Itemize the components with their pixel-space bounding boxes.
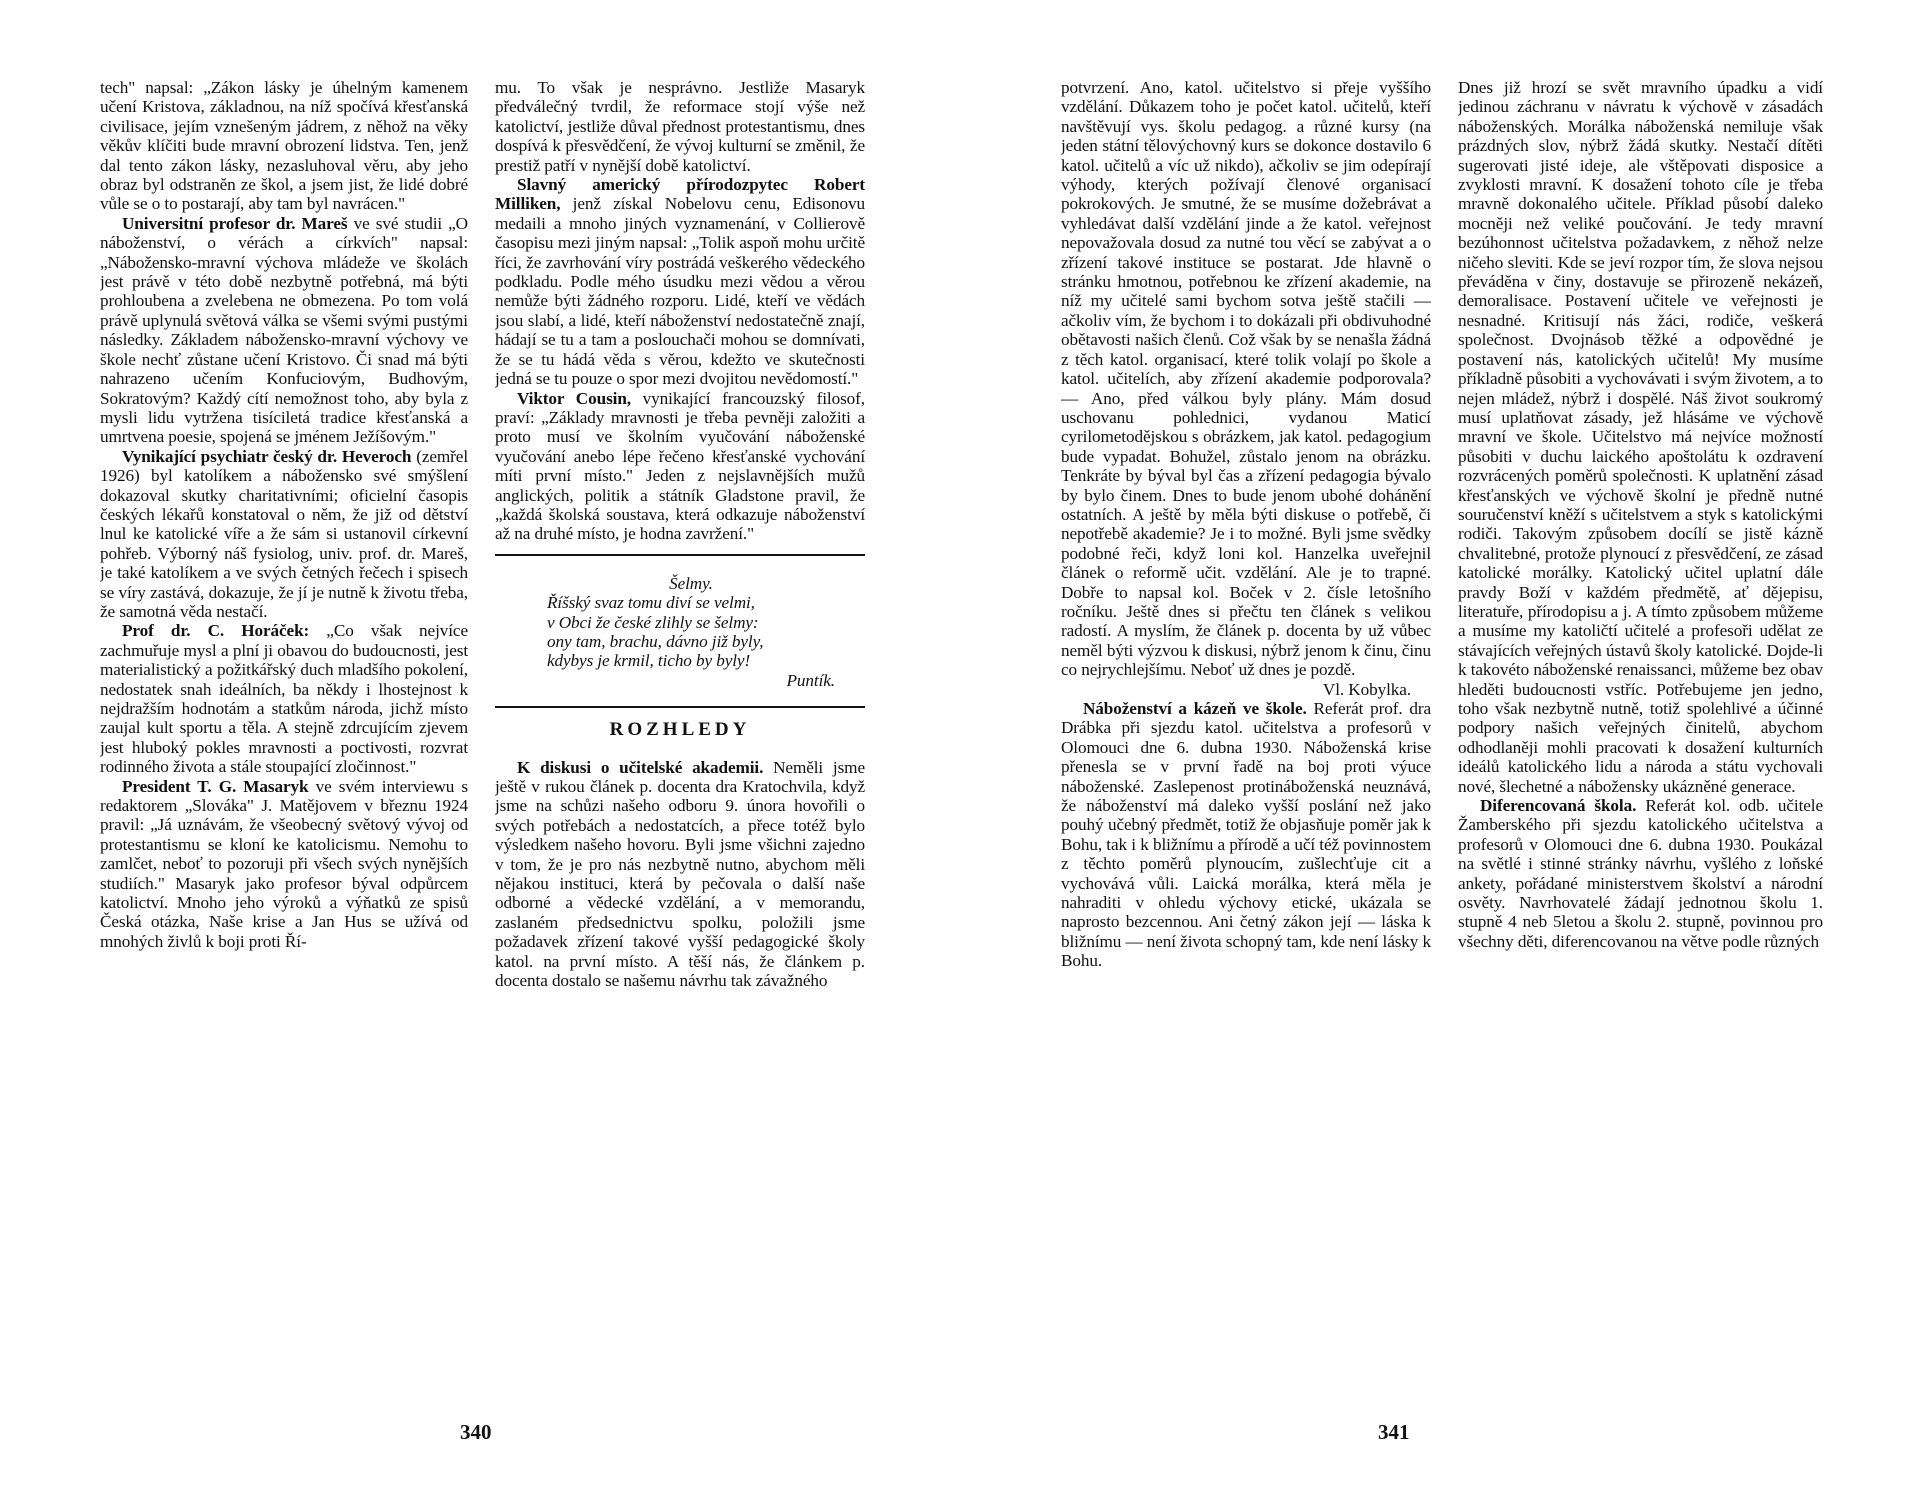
paragraph-text: „Co však nejvíce zachmuřuje mysl a plní ji obavou do budoucnosti, jest materialistický a požitkářský duch mladšího pokolení, nedostatek snah ideálních, ba někdy i lhostejnost k nejdražším hodnotám a statkům národa, jichž místo zaujal kult sportu a těla. A stejně zdrcujícím zjevem jest hluboký pokles mravnosti a poctivosti, rozvrat rodinného života a stále stoupající zločinnost." — [100, 621, 468, 777]
right-column-1-article — [1061, 78, 1431, 680]
poem-line: v Obci že české zlihly se šelmy: — [547, 612, 759, 632]
continued-paragraph — [100, 78, 468, 214]
paragraph-lead: K diskusi o učitelské akademii. — [517, 757, 764, 777]
poem-title: Šelmy. — [669, 573, 713, 593]
paragraph-text: vynikající francouzský filosof, praví: „Základy mravnosti je třeba pevněji založiti a proto musí ve školním vyučování náboženské vyučování anebo lépe řečeno křesťanské vychování míti první místo." Jeden z nejslavnějších mužů anglických, politik a státník Gladstone pravil, že „každá školská soustava, která odkazuje náboženství až na druhé místo, je hodna zavržení." — [495, 388, 865, 544]
article-paragraph — [495, 758, 865, 991]
divider-rule — [495, 554, 865, 556]
left-column-2-rozhledy — [495, 758, 865, 991]
article-paragraph — [495, 175, 865, 388]
paragraph-text: (zemřel 1926) byl katolíkem a nábožensko své smýšlení dokazoval skutky charitativními; oficielní časopis českých lékařů konstatoval o něm, že již od dětství lnul ke katolické víře a že sám si ustanovil církevní pohřeb. Výborný náš fysiolog, univ. prof. dr. Mareš, je také katolíkem a ve svých četných řečech i spisech se víry zastává, dokazuje, že jí je nutně k životu třeba, že samotná věda nestačí. — [100, 446, 468, 621]
divider-rule — [495, 706, 865, 708]
paragraph-lead: Prof dr. C. Horáček: — [122, 621, 310, 641]
poem-line: Říšský svaz tomu diví se velmi, — [547, 593, 755, 613]
poem-line: ony tam, brachu, dávno již byly, — [547, 631, 764, 651]
article-paragraph — [1061, 699, 1431, 971]
paragraph-text: ve svém interviewu s redaktorem „Slováka" J. Matějovem v březnu 1924 pravil: „Já uznávám, že všeobecný světový vývoj od protestantismu se kloní ke katolicismu. Nemohu to zamlčet, neboť to pozoruji při všech svých nynějších studiích." Masaryk jako profesor býval odpůrcem katolictví. Mnoho jeho výroků a výňatků ze spisů Česká otázka, Naše krise a Jan Hus se užívá od mnohých živlů k boji proti Ří- — [100, 776, 468, 951]
article-paragraph — [495, 389, 865, 544]
page-number: 340 — [460, 1420, 492, 1444]
poem — [495, 568, 865, 696]
paragraph-lead: Náboženství a kázeň ve škole. — [1083, 699, 1307, 718]
left-column-2-articles — [495, 78, 865, 544]
paragraph-text: Dnes již hrozí se svět mravního úpadku a vidí jedinou záchranu v návratu k výchově v zásadách náboženských. Morálka náboženská nemiluje však prázdných slov, nýbrž žádá skutky. Nestačí dítěti sugerovati jisté ideje, ale vštěpovati disposice a zvyklosti mravní. K dosažení tohoto cíle je třeba mravně dokonalého učitele. Příklad působí daleko mocněji než veliké poučování. Je tedy mravní bezúhonnost učitelstva požadavkem, z něhož nelze ničeho sleviti. Kde se jeví rozpor tím, že slova nejsou převáděna v činy, dostavuje se přirozeně nekázeň, demoralisace. Postavení učitele ve veřejnosti je nesnadné. Kritisují nás žáci, rodiče, veškerá společnost. Dvojnásob těžké a odpovědné je postavení nás, katolických učitelů! My musíme příkladně působiti a vychovávati i svým životem, a to nejen mládež, nýbrž i dospělé. Náš život soukromý musí uplatňovat zásady, jež hlásáme ve výchově mravní ve škole. Učitelstvo má nejvíce možností působiti v duchu laického apoštolátu k ozdravení rozvrácených poměrů společnosti. K uplatnění zásad křesťanských ve výchově školní je předně nutné souručenství kněží s učitelstvem a styk s katolickými rodiči. Takovým způsobem docílí se jistě kázně chvalitebné, protože plynoucí z přesvědčení, ze zásad katolické morálky. Katolický učitel uplatní dále pravdy Boží v každém předmětě, ať dějepisu, literatuře, přírodopisu a j. A tímto způsobem můžeme a musíme my katoličtí učitelé a profesoři udělat ze stávajících veřejných ústavů školy katolické. Dojde-li k takovéto náboženské renaissanci, můžeme bez obav hleděti budoucnosti vstříc. Potřebujeme jen jedno, toho však nezbytně nutně, totiž spolehlivé a účinné podpory našich veřejných činitelů, abychom odhodlaněji mohli pracovati k dosažení kulturních ideálů katolického lidu a národa a státu vychovali nové, šlechetné a nábožensky ukázněné generace. — [1458, 78, 1823, 796]
paragraph-lead: Viktor Cousin, — [517, 388, 631, 408]
paragraph-text: tech" napsal: „Zákon lásky je úhelným kamenem učení Kristova, základnou, na níž spočívá křesťanská civilisace, jejím vznešeným jádrem, z něhož na věky věkův klíčiti bude mravní obrození lidstva. Ten, jenž dal tento zákon lásky, nezasluhoval věru, aby jeho obraz byl odstraněn ze škol, a jsem jist, že lidé dobré vůle se o to postarají, aby tam byl navrácen." — [100, 78, 468, 214]
poem-author: Puntík. — [786, 670, 835, 690]
section-heading: ROZHLEDY — [609, 719, 751, 741]
paragraph-lead: Slavný americký přírodozpytec Robert Milliken, — [495, 175, 865, 214]
paragraph-lead: Diferencovaná škola. — [1480, 796, 1637, 816]
paragraph-text: ve své studii „O náboženství, o vérách a církvích" napsal: „Nábožensko-mravní výchova mládeže ve školách jest právě v této době nezbytně potřebná, má býti prohloubena a zvelebena ne obmezena. Po tom volá právě uplynulá světová válka se všemi svými pustými následky. Základem nábožensko-mravní výchovy ve škole nechť zůstane učení Kristovo. Či snad má býti nahrazeno učením Konfuciovým, Budhovým, Sokratovým? Každý cítí nemožnost toho, aby byla z mysli lidu vytržena tisíciletá tradice křesťanská a umrtvena poesie, spojená se jménem Ježíšovým." — [100, 213, 468, 447]
article-paragraph — [100, 621, 468, 776]
paragraph-text: Referát kol. odb. učitele Žamberského při sjezdu katolického učitelstva a profesorů v Olomouci dne 6. dubna 1930. Poukázal na světlé i stinné stránky návrhu, vyšlého z loňské ankety, pořádané ministerstvem školství a národní osvěty. Navrhovatelé žádají jednotnou školu 1. stupně 4 neb 5letou a školu 2. stupně, povinnou pro všechny děti, diferencovanou na větve podle různých — [1458, 796, 1823, 951]
paragraph-lead: President T. G. Masaryk — [122, 776, 309, 796]
poem-line: kdybys je krmil, ticho by byly! — [547, 651, 751, 671]
article-paragraph — [100, 447, 468, 622]
paragraph-lead: Universitní profesor dr. Mareš — [122, 213, 348, 233]
right-page — [953, 0, 1906, 1500]
paragraph-text: Neměli jsme ještě v rukou článek p. docenta dra Kratochvila, když jsme na schůzi našeho odboru 9. února hovořili o svých potřebách a nedostatcích, a přece totéž bylo výsledkem našeho hovoru. Byli jsme všichni zajedno v tom, že je pro nás nezbytně nutno, abychom měli nějakou instituci, která by pečovala o další naše odborné a vědecké vzdělání, a v memorandu, zaslaném předsednictvu spolku, položili jsme požadavek zřízení takové vyšší pedagogické školy katol. na první místo. A těší nás, že článkem p. docenta dostalo se našemu návrhu tak závažného — [495, 757, 865, 991]
article-paragraph — [100, 214, 468, 447]
continued-paragraph — [1061, 78, 1431, 680]
right-column-2 — [1458, 78, 1823, 1388]
left-column-1 — [100, 78, 468, 1388]
continued-paragraph — [1458, 78, 1823, 796]
paragraph-lead: Vynikající psychiatr český dr. Heveroch — [122, 446, 412, 466]
continued-paragraph — [495, 78, 865, 175]
article-signature: Vl. Kobylka. — [1322, 679, 1411, 699]
right-column-1-next-article — [1061, 699, 1431, 971]
page-number: 341 — [1378, 1420, 1410, 1444]
left-column-2 — [495, 78, 865, 1388]
paragraph-text: potvrzení. Ano, katol. učitelstvo si přeje vyššího vzdělání. Důkazem toho je počet katol. učitelů, kteří navštěvují vys. školu pedagog. a různé kursy (na jeden státní tělovýchovný kurs se dokonce dostavilo 6 katol. učitelů a víc už nikdo), ačkoliv se jim odepírají výhody, kterých požívají členové organisací pokrokových. Je smutné, že se musíme dožebrávat a vyhledávat další vzdělání jinde a že katol. veřejnost nepovažovala dosud za nutné tou věcí se zabývat a o zřízení takové instituce se postarat. Jde hlavně o stránku hmotnou, potřebnou ke zřízení akademie, na níž my učitelé sami bychom sotva ještě stačili — ačkoliv vím, že bychom i to dokázali při obdivuhodné obětavosti našich členů. Což však by se nenašla žádná z těch katol. organisací, které tolik volají po škole a katol. učitelích, aby zřízení akademie podporovala? — Ano, před válkou byly plány. Mám dosud uschovanu pohlednici, vydanou Maticí cyrilometodějskou s obrázkem, jak katol. pedagogium bude vypadat. Bohužel, zůstalo jenom na obrázku. Tenkráte by býval byl čas a zřízení pedagogia bývalo by bylo činem. Dnes to bude jenom ubohé dohánění ostatních. A ještě by měla býti diskuse o potřebě, či nepotřebě akademie? Je i to možné. Byli jsme svědky podobné řeči, když loni kol. Hanzelka uveřejnil článek o reformě učit. vzdělání. Ale je to trapné. Dobře to napsal kol. Boček v 2. čísle letošního ročníku. Ještě dnes si přečtu ten článek s velikou radostí. A myslím, že článek p. docenta by už vůbec neměl býti výzvou k diskusi, nýbrž jenom k činu, činu co nejrychlejšímu. Neboť už dnes je pozdě. — [1061, 78, 1431, 680]
article-paragraph — [100, 777, 468, 952]
paragraph-text: jenž získal Nobelovu cenu, Edisonovu medaili a mnoho jiných vyznamenání, v Collierově časopisu mezi jiným napsal: „Tolik aspoň mohu určitě říci, že zavrhování víry postrádá veškerého vědeckého podkladu. Podle mého úsudku mezi vědou a věrou nemůže býti žádného rozporu. Lidé, kteří ve vědách jsou slabí, a lidé, kteří náboženství nedostatečně znají, hádají se tu a tam a poslouchači mohou se domnívati, že se tu hádá věda s věrou, kdežto ve skutečnosti jedná se tu pouze o spor mezi dvojitou nevědomostí." — [495, 194, 865, 389]
article-paragraph — [1458, 796, 1823, 951]
paragraph-text: mu. To však je nesprávno. Jestliže Masaryk předválečný tvrdil, že reformace stojí výše než katolictví, jestliže důval přednost protestantismu, dnes dospívá k přesvědčení, že vývoj kulturní se změnil, že prestiž patří v nynější době katolictví. — [495, 78, 865, 175]
paragraph-text: Referát prof. dra Drábka při sjezdu katol. učitelstva a profesorů v Olomouci dne 6. dubna 1930. Náboženská krise přenesla se v první řadě na boj proti výuce náboženské. Zaslepenost protináboženská neuznává, že náboženství má daleko vyšší poslání než jako pouhý učebný předmět, totiž že objasňuje poměr jak k Bohu, tak i k bližnímu a přírodě a učí též povinnostem z těchto poměrů plynoucím, zušlechťuje cit a vychovává vůli. Laická morálka, která měla je nahraditi v ohledu výchovy etické, ukázala se naprosto bezcennou. Ani četný zákon její — láska k bližnímu — není života schopný tam, kde není lásky k Bohu. — [1061, 699, 1431, 971]
right-column-1 — [1061, 78, 1431, 1388]
